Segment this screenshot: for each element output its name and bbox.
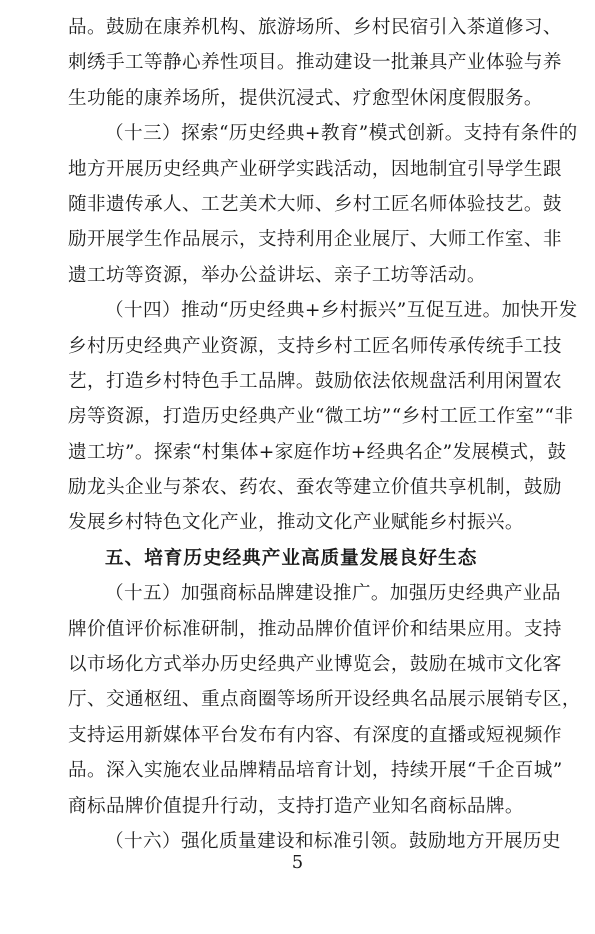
text-line: 地方开展历史经典产业研学实践活动，因地制宜引导学生跟 [68, 158, 562, 180]
text-line: 刺绣手工等静心养性项目。推动建设一批兼具产业体验与养 [68, 52, 562, 74]
document-body [68, 10, 581, 859]
text-line: 以市场化方式举办历史经典产业博览会，鼓励在城市文化客 [68, 654, 562, 676]
text-line: 遗工坊等资源，举办公益讲坛、亲子工坊等活动。 [68, 264, 486, 286]
text-line: 支持运用新媒体平台发布有内容、有深度的直播或短视频作 [68, 724, 562, 746]
text-line: 商标品牌价值提升行动，支持打造产业知名商标品牌。 [68, 795, 524, 817]
text-line: 房等资源，打造历史经典产业“微工坊”“乡村工匠工作室”“非 [68, 406, 574, 428]
text-line: 乡村历史经典产业资源，支持乡村工匠名师传承传统手工技 [68, 335, 562, 357]
section-heading: 五、培育历史经典产业高质量发展良好生态 [105, 547, 478, 569]
text-line: （十六）强化质量建设和标准引领。鼓励地方开展历史 [105, 830, 561, 852]
text-line: （十四）推动“历史经典+乡村振兴”互促互进。加快开发 [105, 300, 578, 322]
text-line: 发展乡村特色文化产业，推动文化产业赋能乡村振兴。 [68, 512, 524, 534]
text-line: 艺，打造乡村特色手工品牌。鼓励依法依规盘活利用闲置农 [68, 370, 562, 392]
text-line: 品。深入实施农业品牌精品培育计划，持续开展“千企百城” [68, 760, 563, 782]
text-line: 励龙头企业与茶农、药农、蚕农等建立价值共享机制，鼓励 [68, 477, 562, 499]
text-line: （十三）探索“历史经典+教育”模式创新。支持有条件的 [105, 123, 578, 145]
text-line: 励开展学生作品展示，支持利用企业展厅、大师工作室、非 [68, 229, 562, 251]
text-line: 品。鼓励在康养机构、旅游场所、乡村民宿引入茶道修习、 [68, 17, 562, 38]
text-line: 厅、交通枢纽、重点商圈等场所开设经典名品展示展销专区， [68, 689, 581, 711]
text-line: 随非遗传承人、工艺美术大师、乡村工匠名师体验技艺。鼓 [68, 193, 562, 215]
text-line: 生功能的康养场所，提供沉浸式、疗愈型休闲度假服务。 [68, 87, 543, 109]
text-line: （十五）加强商标品牌建设推广。加强历史经典产业品 [105, 583, 561, 605]
text-line: 遗工坊”。探索“村集体+家庭作坊+经典名企”发展模式，鼓 [68, 441, 567, 463]
text-line: 牌价值评价标准研制，推动品牌价值评价和结果应用。支持 [68, 618, 562, 640]
page-number: 5 [291, 852, 304, 873]
